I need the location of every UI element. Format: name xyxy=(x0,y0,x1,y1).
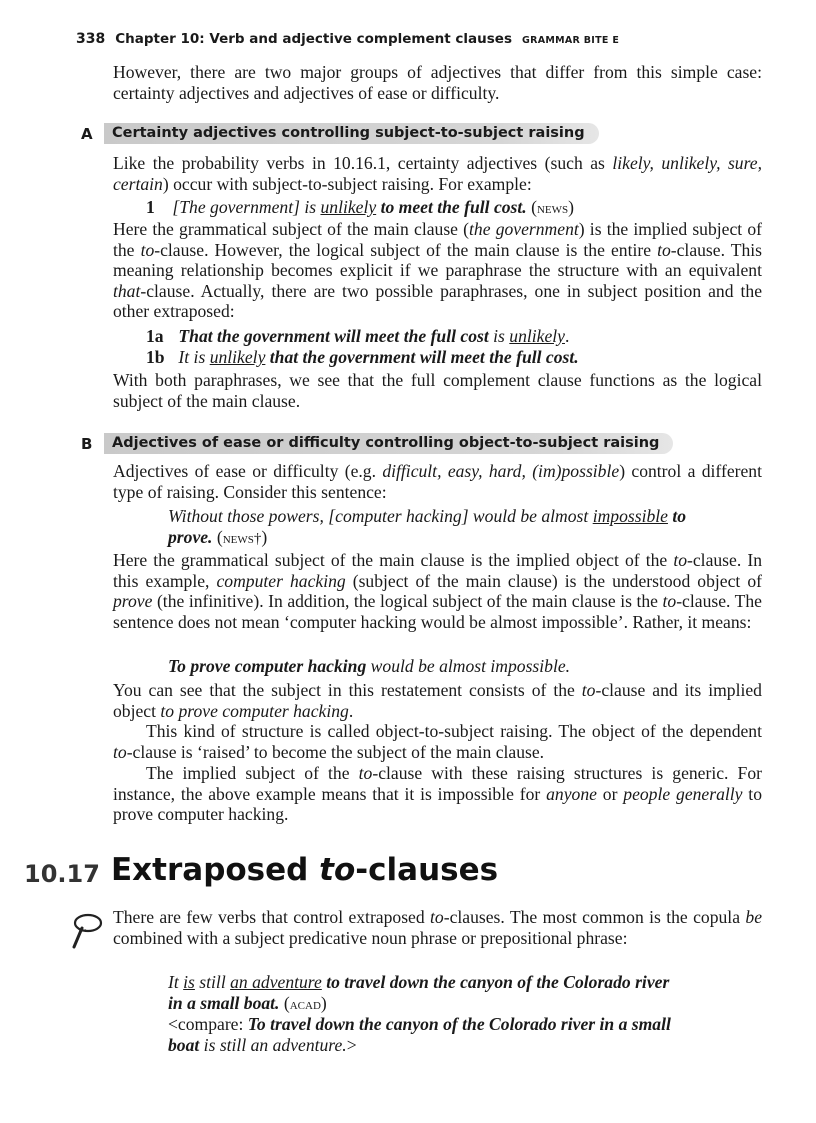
section-a-paragraph-2: Here the grammatical subject of the main clause (the government) is the implied subject of the to-clause. However, the logical subject of the main clause is the entire to-clause. This meaning relationship becomes explicit if we paraphrase the structure with an equivalent that-clause. Actually, there are two possible paraphrases, one in subject position and the other extraposed: xyxy=(113,219,762,322)
section-b-paragraph-4: This kind of structure is called object-to-subject raising. The object of the dependent to-clause is ‘raised’ to become the subject of the main clause. xyxy=(113,721,762,762)
example-hacking: Without those powers, [computer hacking] would be almost impossible to prove. (news†) xyxy=(168,506,687,547)
section-title: Extraposed to-clauses xyxy=(111,852,499,888)
section-b-heading: Adjectives of ease or difficulty controlling object-to-subject raising xyxy=(104,433,673,454)
section-a-paragraph-3: With both paraphrases, we see that the full complement clause functions as the logical subject of the main clause. xyxy=(113,370,762,411)
grammar-bite-label: GRAMMAR BITE E xyxy=(522,35,620,46)
chapter-title: Chapter 10: Verb and adjective complement clauses xyxy=(115,31,513,47)
page-number: 338 xyxy=(76,31,106,47)
section-b-paragraph-5: The implied subject of the to-clause with these raising structures is generic. For instance, the above example means that it is impossible for anyone or people generally to prove computer hacking. xyxy=(113,763,762,825)
example-restatement: To prove computer hacking would be almost impossible. xyxy=(168,656,571,676)
section-a-heading: Certainty adjectives controlling subject-to-subject raising xyxy=(104,123,599,144)
section-b-paragraph-1: Adjectives of ease or difficulty (e.g. difficult, easy, hard, (im)possible) control a different type of raising. Consider this sentence: xyxy=(113,461,762,502)
example-compare: <compare: To travel down the canyon of the Colorado river in a small boat is still an adventure.> xyxy=(168,1014,671,1055)
example-1a: 1a That the government will meet the full cost is unlikely. xyxy=(146,326,570,346)
running-header xyxy=(76,30,776,52)
section-1017-paragraph-1: There are few verbs that control extraposed to-clauses. The most common is the copula be combined with a subject predicative noun phrase or prepositional phrase: xyxy=(113,907,762,948)
section-a-paragraph-1: Like the probability verbs in 10.16.1, certainty adjectives (such as likely, unlikely, sure, certain) occur with subject-to-subject raising. For example: xyxy=(113,153,762,194)
section-b-paragraph-2: Here the grammatical subject of the main clause is the implied object of the to-clause. In this example, computer hacking (subject of the main clause) is the understood object of prove (the infinitive). In addition, the logical subject of the main clause is the to-clause. The sentence does not mean ‘computer hacking would be almost impossible’. Rather, it means: xyxy=(113,550,762,632)
example-1: 1 [The government] is unlikely to meet the full cost. (news) xyxy=(146,197,574,217)
example-1b: 1b It is unlikely that the government will meet the full cost. xyxy=(146,347,579,367)
section-b-letter: B xyxy=(81,435,93,453)
section-number: 10.17 xyxy=(24,860,100,888)
example-canyon: It is still an adventure to travel down the canyon of the Colorado river in a small boat. (acad) xyxy=(168,972,670,1013)
section-a-letter: A xyxy=(81,125,93,143)
section-b-paragraph-3: You can see that the subject in this restatement consists of the to-clause and its implied object to prove computer hacking. xyxy=(113,680,762,721)
intro-paragraph: However, there are two major groups of adjectives that differ from this simple case: certainty adjectives and adjectives of ease or difficulty. xyxy=(113,62,762,103)
pin-icon xyxy=(68,912,104,950)
